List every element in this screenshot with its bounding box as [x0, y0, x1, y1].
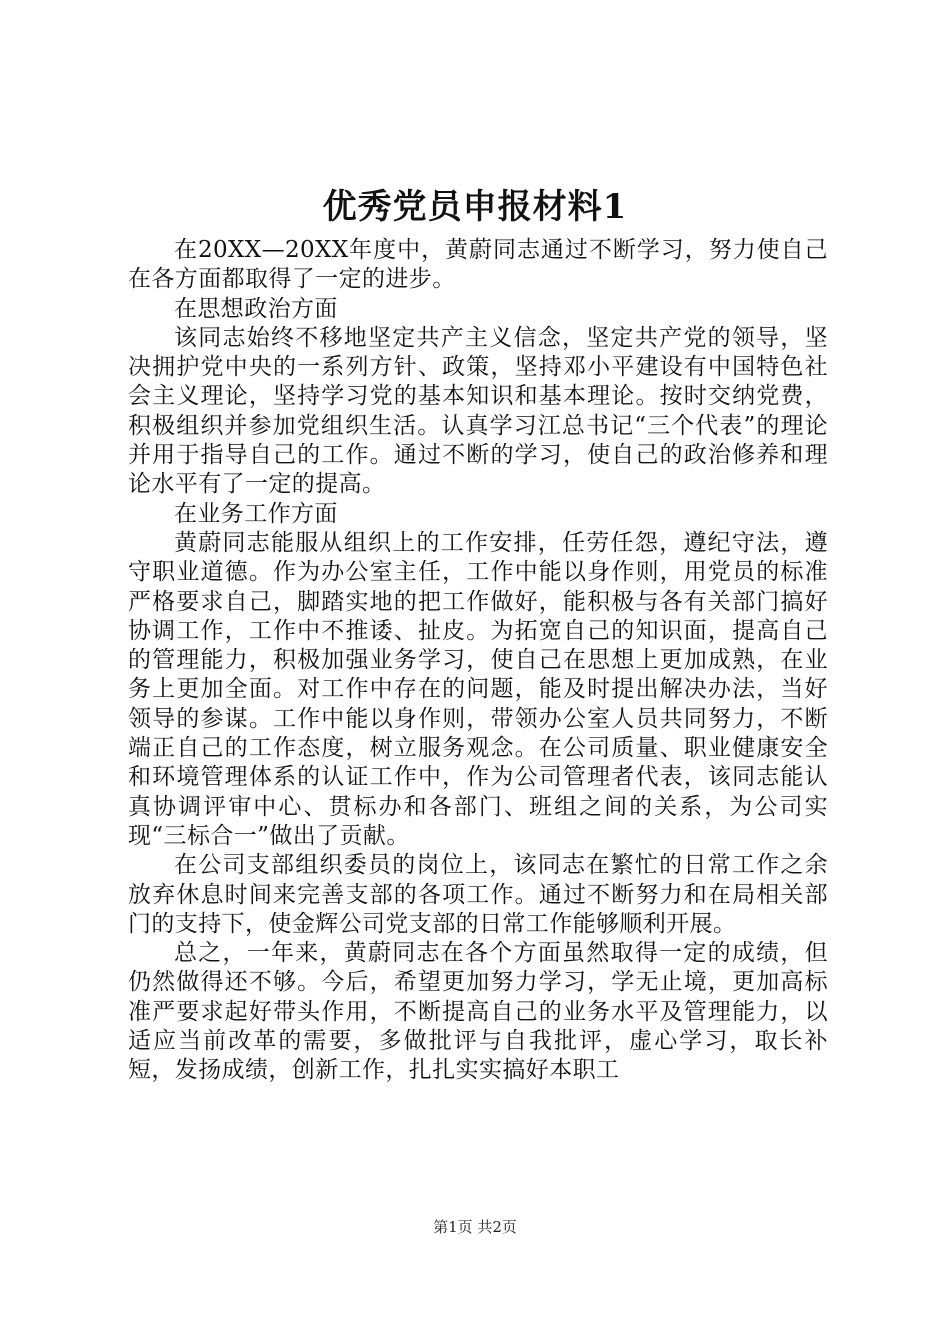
work-paragraph: 黄蔚同志能服从组织上的工作安排，任劳任怨，遵纪守法，遵守职业道德。作为办公室主任，工作中能以身作则，用党员的标准严格要求自己，脚踏实地的把工作做好，能积极与各有关部门搞好协调工作，工作中不推诿、扯皮。为拓宽自己的知识面，提高自己的管理能力，积极加强业务学习，使自己在思想上更加成熟，在业务上更加全面。对工作中存在的问题，能及时提出解决办法，当好领导的参谋。工作中能以身作则，带领办公室人员共同努力，不断端正自己的工作态度，树立服务观念。在公司质量、职业健康安全和环境管理体系的认证工作中，作为公司管理者代表，该同志能认真协调评审中心、贯标办和各部门、班组之间的关系，为公司实现“三标合一”做出了贡献。: [128, 529, 828, 849]
section-heading-work: 在业务工作方面: [174, 500, 338, 527]
section-heading-political: 在思想政治方面: [174, 295, 338, 322]
document-body: [128, 236, 828, 1086]
political-paragraph: 该同志始终不移地坚定共产主义信念，坚定共产党的领导，坚决拥护党中央的一系列方针、政策，坚持邓小平建设有中国特色社会主义理论，坚持学习党的基本知识和基本理论。按时交纳党费，积极组织并参加党组织生活。认真学习江总书记“三个代表”的理论并用于指导自己的工作。通过不断的学习，使自己的政治修养和理论水平有了一定的提高。: [128, 324, 828, 498]
page-number-footer: 第1页 共2页: [433, 1218, 517, 1236]
summary-paragraph: 总之，一年来，黄蔚同志在各个方面虽然取得一定的成绩，但仍然做得还不够。今后，希望更加努力学习，学无止境，更加高标准严要求起好带头作用，不断提高自己的业务水平及管理能力，以适应当前改革的需要，多做批评与自我批评，虚心学习，取长补短，发扬成绩，创新工作，扎扎实实搞好本职工: [128, 940, 828, 1084]
intro-paragraph: 在20XX—20XX年度中，黄蔚同志通过不断学习，努力使自己在各方面都取得了一定的进步。: [128, 237, 828, 293]
branch-paragraph: 在公司支部组织委员的岗位上，该同志在繁忙的日常工作之余放弃休息时间来完善支部的各项工作。通过不断努力和在局相关部门的支持下，使金辉公司党支部的日常工作能够顺利开展。: [128, 852, 828, 937]
document-title: 优秀党员申报材料1: [322, 187, 628, 227]
